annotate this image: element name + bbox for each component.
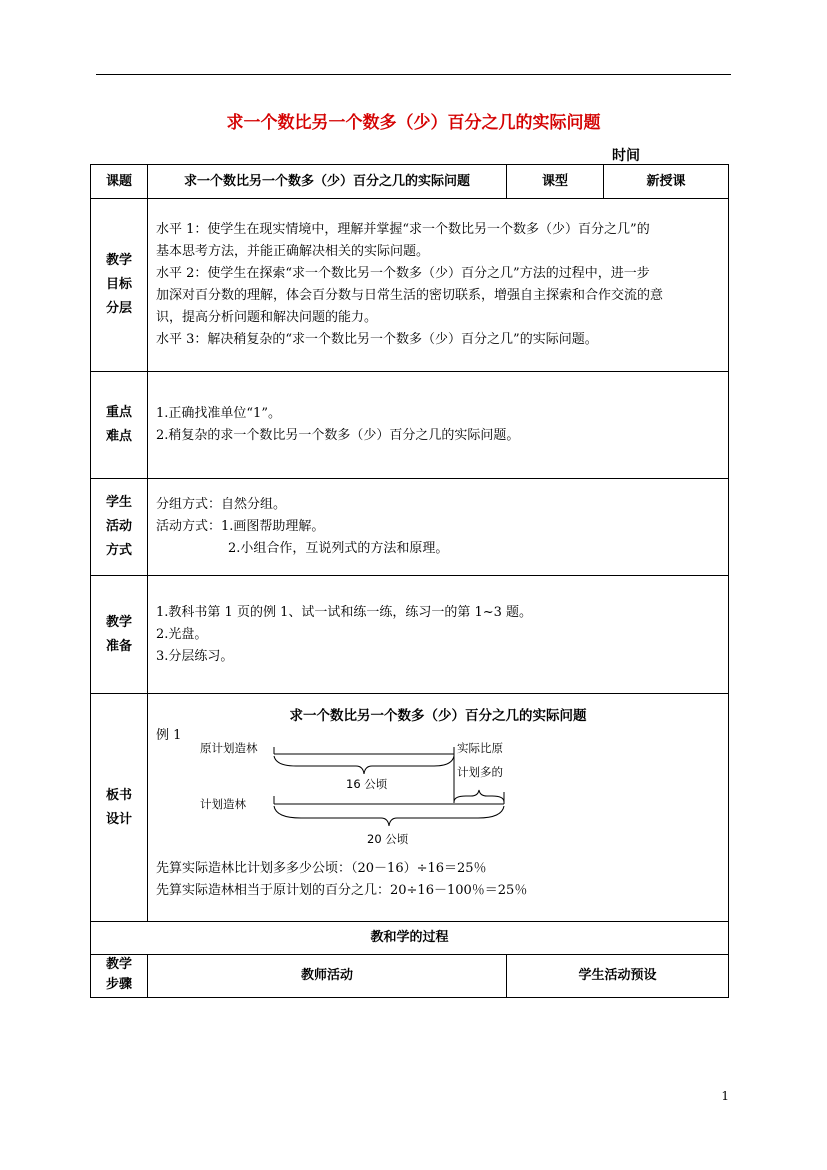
original-brace (274, 756, 454, 774)
row-preparation (91, 576, 729, 694)
prep-content (148, 576, 729, 694)
original-plan-label: 原计划造林 (200, 741, 258, 755)
activity-label-text: 学生活动方式 (105, 495, 132, 558)
actual-plan-label: 计划造林 (200, 797, 246, 811)
goals-line: 水平 2：使学生在探索“求一个数比另一个数多（少）百分之几”方法的过程中，进一步 (156, 266, 650, 281)
course-value: 求一个数比另一个数多（少）百分之几的实际问题 (148, 165, 507, 199)
key-line: 2.稍复杂的求一个数比另一个数多（少）百分之几的实际问题。 (156, 428, 520, 443)
row-board (91, 694, 729, 922)
page-number: 1 (721, 1089, 729, 1103)
row-key-points (91, 372, 729, 479)
row-course (91, 165, 729, 199)
process-label: 教和学的过程 (91, 922, 729, 955)
formula-1: 先算实际造林比计划多多少公顷：（20－16）÷16＝25％ (156, 861, 487, 876)
goals-label (91, 199, 148, 372)
original-value-label: 16 公顷 (346, 777, 388, 791)
key-label-text: 重点难点 (105, 405, 132, 444)
time-label: 时间 (612, 148, 640, 164)
goals-line: 识，提高分析问题和解决问题的能力。 (156, 310, 378, 325)
student-activity-header: 学生活动预设 (507, 955, 729, 998)
board-title: 求一个数比另一个数多（少）百分之几的实际问题 (289, 708, 587, 724)
activity-line: 2.小组合作，互说列式的方法和原理。 (228, 541, 449, 556)
extra-label-2: 计划多的 (457, 765, 503, 779)
goals-line: 基本思考方法，并能正确解决相关的实际问题。 (156, 244, 430, 259)
header-rule (96, 74, 731, 75)
document-title: 求一个数比另一个数多（少）百分之几的实际问题 (226, 113, 601, 133)
extra-brace (454, 790, 504, 802)
prep-line: 2.光盘。 (156, 626, 208, 642)
row-activity (91, 479, 729, 576)
row-goals (91, 199, 729, 372)
course-label: 课题 (91, 165, 148, 199)
lesson-plan-table (90, 164, 729, 998)
board-content (148, 694, 729, 922)
actual-brace (274, 806, 504, 826)
steps-label-text: 教学步骤 (105, 957, 132, 992)
key-label (91, 372, 148, 479)
activity-line: 分组方式：自然分组。 (156, 497, 287, 512)
row-process (91, 922, 729, 955)
prep-label-text: 教学准备 (105, 614, 132, 654)
row-steps (91, 955, 729, 998)
course-type-label: 课型 (507, 165, 604, 199)
goals-content (148, 199, 729, 372)
goals-line: 水平 3：解决稍复杂的“求一个数比另一个数多（少）百分之几”的实际问题。 (156, 332, 598, 347)
goals-line: 加深对百分数的理解，体会百分数与日常生活的密切联系，增强自主探索和合作交流的意 (156, 288, 664, 303)
key-line: 1.正确找准单位“1”。 (156, 406, 281, 421)
board-label (91, 694, 148, 922)
course-type-value: 新授课 (604, 165, 729, 199)
diagram-lines (156, 746, 778, 858)
prep-line: 3.分层练习。 (156, 648, 234, 664)
activity-content (148, 479, 729, 576)
teacher-activity-header: 教师活动 (148, 955, 507, 998)
extra-label-1: 实际比原 (457, 741, 503, 755)
goals-label-text: 教学目标分层 (105, 253, 132, 316)
prep-label (91, 576, 148, 694)
steps-label (91, 955, 148, 998)
formula-2: 先算实际造林相当于原计划的百分之几：20÷16－100％＝25％ (156, 883, 528, 898)
board-label-text: 板书设计 (105, 787, 132, 827)
key-content (148, 372, 729, 479)
prep-line: 1.教科书第 1 页的例 1、试一试和练一练，练习一的第 1~3 题。 (156, 604, 533, 620)
board-example: 例 1 (156, 728, 182, 743)
segment-diagram (156, 741, 720, 858)
activity-label (91, 479, 148, 576)
goals-line: 水平 1：使学生在现实情境中，理解并掌握“求一个数比另一个数多（少）百分之几”的 (156, 222, 650, 237)
activity-line: 活动方式：1.画图帮助理解。 (156, 519, 325, 534)
actual-value-label: 20 公顷 (367, 832, 409, 846)
